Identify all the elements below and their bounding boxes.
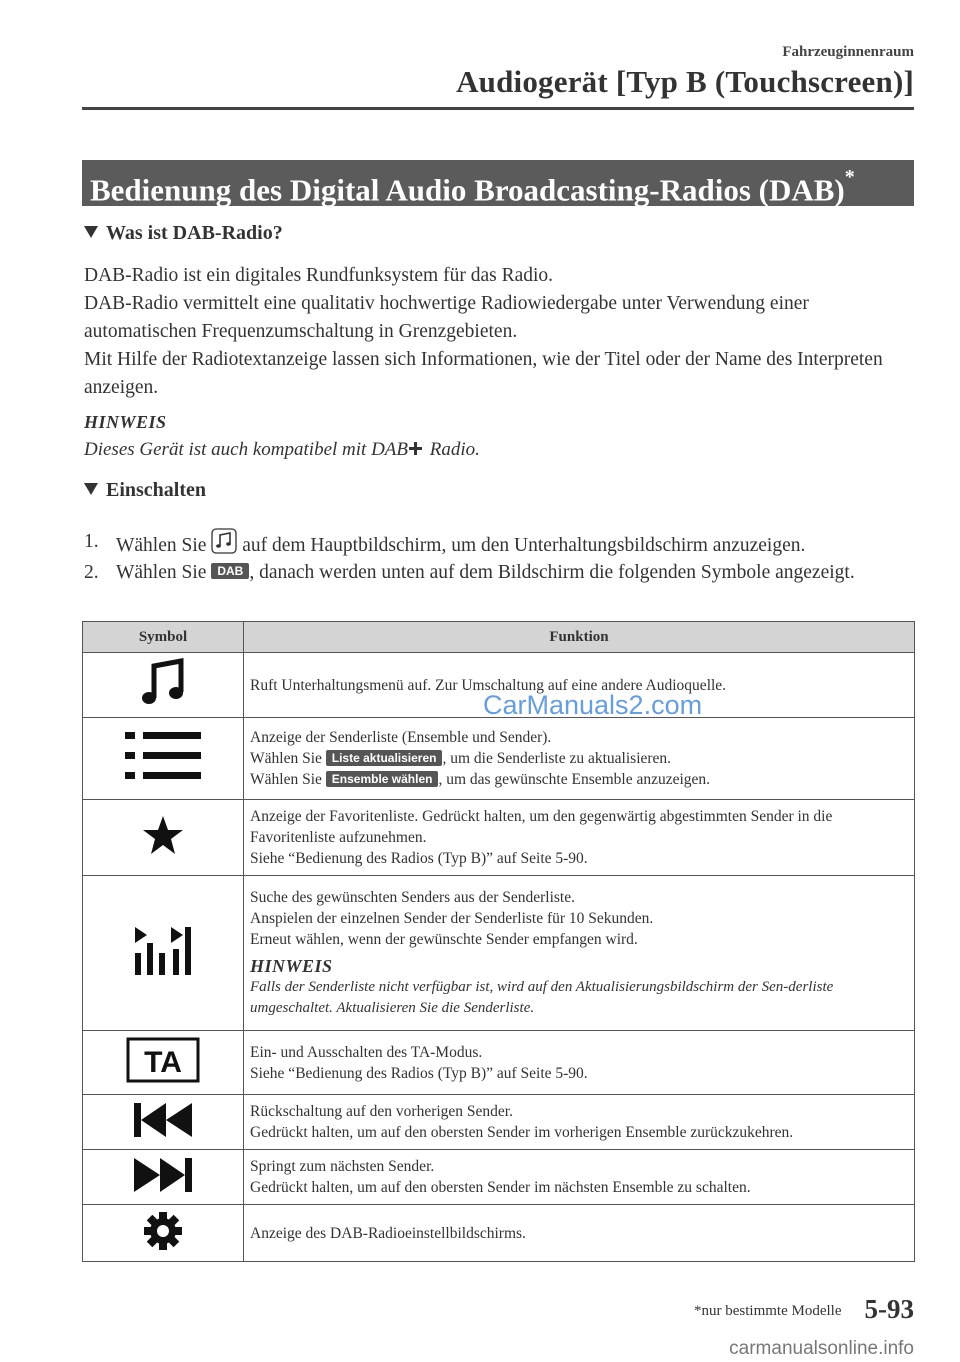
section-heading [82,160,914,206]
table-row [83,1150,915,1205]
col-symbol: Symbol [83,622,244,653]
triangle-bullet-icon [84,226,98,238]
step-text-before: Wählen Sie [116,535,212,556]
refresh-list-button: Liste aktualisieren [326,750,443,766]
function-line [250,769,908,790]
function-line: Erneut wählen, wenn der gewünschte Sender empfangen wird. [250,931,638,948]
steps-list [84,528,924,586]
step-item [84,559,924,586]
function-line: Siehe “Bedienung des Radios (Typ B)” auf Seite 5-90. [250,850,588,867]
note-text-before: Dieses Gerät ist auch kompatibel mit DAB [84,439,409,460]
function-cell [244,1205,915,1262]
section-title: Bedienung des Digital Audio Broadcasting-Radios (DAB) [90,172,845,208]
header-rule [82,107,914,110]
symbol-cell [83,1150,244,1205]
subheading-text: Einschalten [106,479,207,501]
function-cell [244,1095,915,1150]
step-text [116,528,805,559]
function-line: Gedrückt halten, um auf den obersten Sender im nächsten Ensemble zu schalten. [250,1179,751,1196]
subheading-text: Was ist DAB-Radio? [106,222,283,244]
list-icon [123,730,203,782]
symbol-cell [83,1205,244,1262]
symbol-cell [83,653,244,718]
function-line: Anzeige der Favoritenliste. Gedrückt halten, um den gegenwärtig abgestimmten Sender in die Favoritenliste aufzunehmen. [250,808,833,846]
ta-icon [126,1037,200,1083]
star-icon [142,815,184,855]
table-row [83,876,915,1031]
note-label [84,412,167,434]
subheading-einschalten [84,479,206,502]
note-text [84,439,480,461]
note-label: HINWEIS [250,956,333,976]
step-text-after: auf dem Hauptbildschirm, um den Unterhaltungsbildschirm anzuzeigen. [237,535,806,556]
scan-icon [133,925,193,977]
step-text [116,559,855,586]
section-asterisk: * [844,166,855,188]
function-line: Rückschaltung auf den vorherigen Sender. [250,1103,513,1120]
svg-text:TA: TA [144,1046,182,1079]
music-note-icon [137,658,189,708]
function-line: Anzeige des DAB-Radioeinstellbildschirms. [250,1224,526,1242]
skip-forward-icon [132,1156,194,1194]
line-before: Wählen Sie [250,750,326,767]
gear-icon [143,1211,183,1251]
note-text-after: Radio. [425,439,480,460]
step-number: 1. [84,531,99,552]
intro-text [84,262,914,402]
table-row [83,1031,915,1095]
plus-icon [409,442,422,455]
page-number: 5-93 [864,1294,914,1324]
function-line: Siehe “Bedienung des Radios (Typ B)” auf Seite 5-90. [250,1064,588,1082]
intro-paragraph: DAB-Radio ist ein digitales Rundfunksystem für das Radio. [84,265,554,286]
function-cell [244,718,915,800]
step-text-after: , danach werden unten auf dem Bildschirm die folgenden Symbole angezeigt. [249,562,855,583]
dab-button: DAB [211,563,249,579]
table-row [83,1095,915,1150]
symbol-cell [83,718,244,800]
function-cell [244,800,915,876]
function-cell [244,876,915,1031]
table-row [83,718,915,800]
function-cell [244,1031,915,1095]
chapter-title: Fahrzeuginnenraum [782,44,914,60]
symbol-cell [83,876,244,1031]
line-after: , um das gewünschte Ensemble anzuzeigen. [438,771,711,788]
symbol-cell [83,800,244,876]
table-row [83,800,915,876]
watermark: CarManuals2.com [483,690,703,720]
line-after: , um die Senderliste zu aktualisieren. [442,750,672,767]
note-label-text: HINWEIS [84,412,167,432]
triangle-bullet-icon [84,483,98,495]
function-line: Ruft Unterhaltungsmenü auf. Zur Umschaltung auf eine andere Audioquelle. [250,676,727,694]
symbol-cell [83,1031,244,1095]
table-row [83,1205,915,1262]
intro-paragraph: Mit Hilfe der Radiotextanzeige lassen sich Informationen, wie der Titel oder der Name des Interpreten anzeigen. [84,349,883,398]
step-text-before: Wählen Sie [116,562,212,583]
site-watermark: carmanualsonline.info [729,1338,914,1359]
select-ensemble-button: Ensemble wählen [326,771,439,787]
music-note-icon [211,528,237,554]
step-number: 2. [84,562,99,583]
function-cell [244,1150,915,1205]
note-text: Falls der Senderliste nicht verfügbar ist, wird auf den Aktualisierungsbildschirm der Sen-derliste umgeschaltet. Aktualisieren Sie die Senderliste. [250,979,834,1016]
function-line [250,748,908,769]
function-line: Anspielen der einzelnen Sender der Senderliste für 10 Sekunden. [250,910,654,927]
intro-paragraph: DAB-Radio vermittelt eine qualitativ hochwertige Radiowiedergabe unter Verwendung einer automatischen Frequenzumschaltung in Grenzgebieten. [84,293,809,342]
page-title: Audiogerät [Typ B (Touchscreen)] [456,64,914,99]
table-header-row [83,622,915,653]
function-line: Anzeige der Senderliste (Ensemble und Sender). [250,729,552,746]
footnote: *nur bestimmte Modelle [694,1303,842,1319]
col-function: Funktion [244,622,915,653]
function-line: Suche des gewünschten Senders aus der Senderliste. [250,889,575,906]
function-line: Ein- und Ausschalten des TA-Modus. [250,1043,483,1061]
function-line: Springt zum nächsten Sender. [250,1158,435,1175]
symbol-cell [83,1095,244,1150]
subheading-was-ist-dab [84,222,283,245]
skip-back-icon [132,1101,194,1139]
line-before: Wählen Sie [250,771,326,788]
function-line: Gedrückt halten, um auf den obersten Sender im vorherigen Ensemble zurückzukehren. [250,1124,794,1141]
step-item [84,528,924,559]
